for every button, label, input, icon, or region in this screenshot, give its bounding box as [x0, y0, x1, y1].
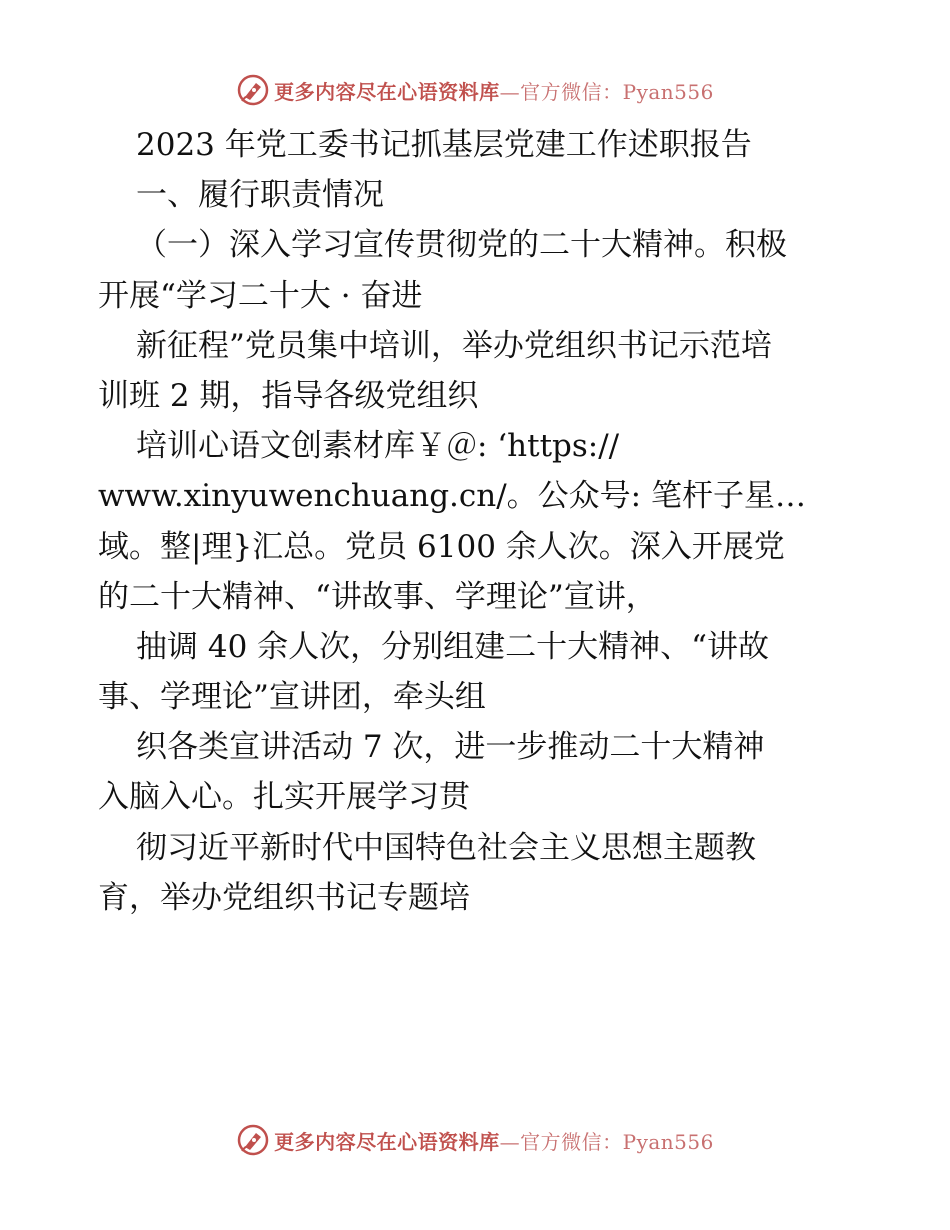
paragraph-line: （一）深入学习宣传贯彻党的二十大精神。积极 — [136, 227, 787, 264]
paragraph-line: 织各类宣讲活动 7 次，进一步推动二十大精神 — [136, 729, 765, 766]
footer-banner-text — [274, 1126, 714, 1155]
header-banner-text — [274, 76, 714, 105]
header-banner — [0, 70, 950, 110]
paragraph-line: 培训心语文创素材库￥＠: ‘https:// — [136, 428, 620, 465]
paragraph-line: 育，举办党组织书记专题培 — [98, 879, 470, 916]
header-banner-sub: —官方微信：Pyan556 — [499, 79, 714, 104]
footer-banner — [0, 1120, 950, 1160]
footer-banner-main: 更多内容尽在心语资料库 — [274, 1129, 500, 1154]
pen-nib-logo-icon — [236, 1123, 270, 1157]
paragraph-line: 的二十大精神、“讲故事、学理论”宣讲， — [98, 578, 657, 615]
paragraph-line: 域。整|理}汇总。党员 6100 余人次。深入开展党 — [98, 528, 785, 565]
paragraph-line: 新征程”党员集中培训，举办党组织书记示范培 — [136, 327, 772, 364]
paragraph-line: 入脑入心。扎实开展学习贯 — [98, 779, 470, 816]
paragraph-line: 抽调 40 余人次，分别组建二十大精神、“讲故 — [136, 628, 770, 665]
paragraph-line: 事、学理论”宣讲团，牵头组 — [98, 679, 486, 716]
document-body — [98, 120, 858, 923]
paragraph-line: www.xinyuwenchuang.cn/。公众号: 笔杆子星… — [98, 478, 806, 515]
pen-nib-logo-icon — [236, 73, 270, 107]
paragraph-line: 彻习近平新时代中国特色社会主义思想主题教 — [136, 829, 756, 866]
paragraph-line: 训班 2 期，指导各级党组织 — [98, 377, 479, 414]
document-title: 2023 年党工委书记抓基层党建工作述职报告 — [136, 127, 752, 163]
paragraph-line: 开展“学习二十大 · 奋进 — [98, 277, 423, 314]
footer-banner-sub: —官方微信：Pyan556 — [499, 1129, 714, 1154]
header-banner-main: 更多内容尽在心语资料库 — [274, 79, 500, 104]
section-heading: 一、履行职责情况 — [136, 177, 384, 214]
